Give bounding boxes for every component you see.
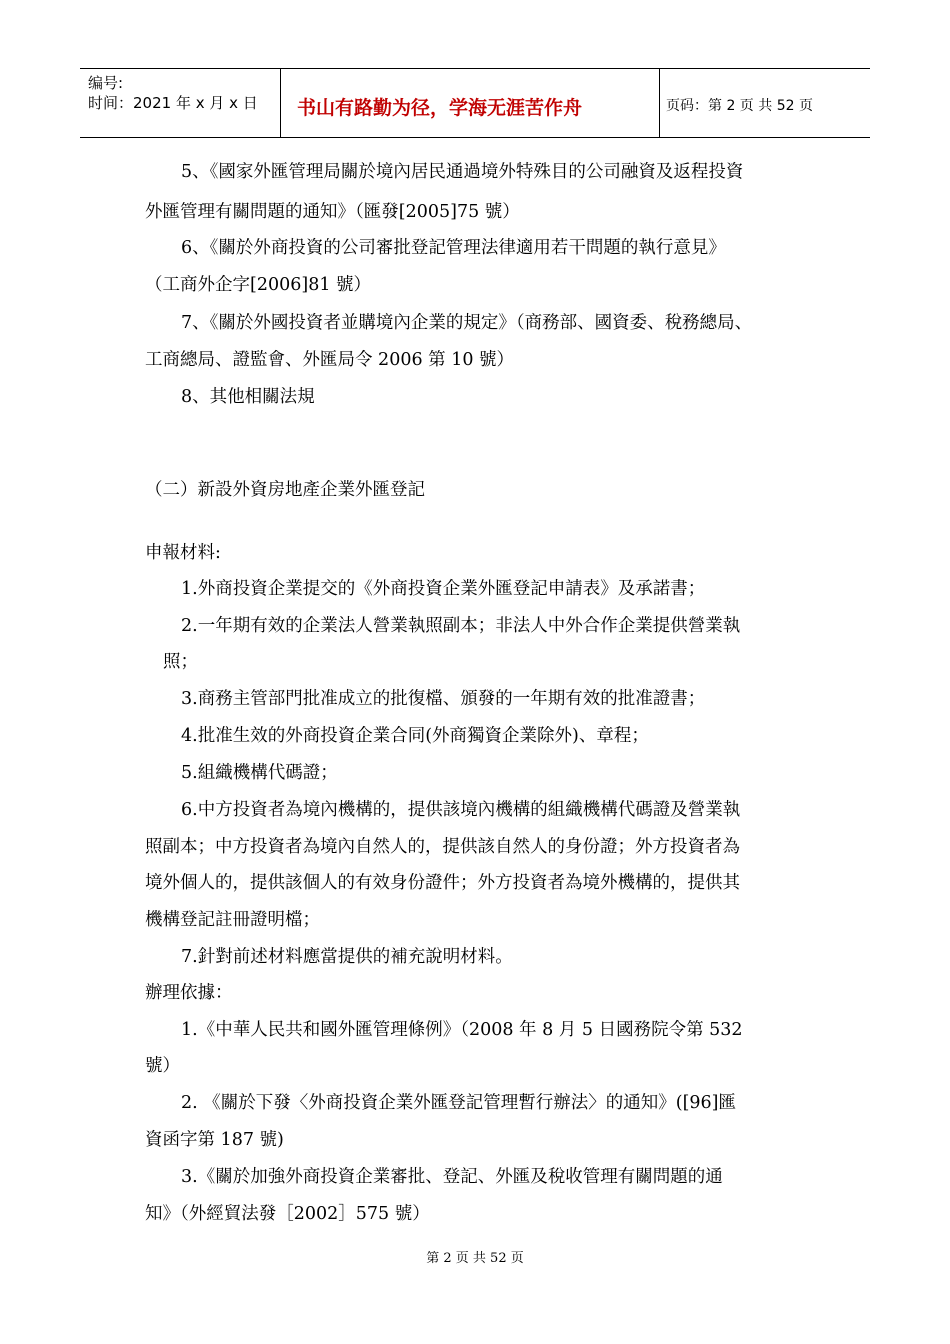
header-table: [80, 68, 870, 138]
material-5: 5.組織機構代碼證；: [181, 763, 338, 783]
section-title: （二）新設外資房地產企業外匯登記: [145, 480, 425, 500]
material-2-line-2: 照；: [163, 652, 198, 672]
basis-3-line-2: 知》（外經貿法發［2002］575 號）: [145, 1204, 430, 1224]
basis-2-line-2: 資函字第 187 號): [145, 1130, 284, 1150]
material-6-line-1: 6.中方投資者為境內機構的，提供該境內機構的組織機構代碼證及營業執: [181, 800, 741, 820]
basis-heading: 辦理依據：: [145, 983, 233, 1003]
basis-3-line-1: 3.《關於加強外商投資企業審批、登記、外匯及稅收管理有關問題的通: [181, 1167, 723, 1187]
basis-1-line-1: 1.《中華人民共和國外匯管理條例》（2008 年 8 月 5 日國務院令第 532: [181, 1020, 743, 1040]
material-2-line-1: 2.一年期有效的企業法人營業執照副本；非法人中外合作企業提供營業執: [181, 616, 741, 636]
material-3: 3.商務主管部門批准成立的批復檔、頒發的一年期有效的批准證書；: [181, 689, 706, 709]
material-6-line-2: 照副本；中方投資者為境內自然人的，提供該自然人的身份證；外方投資者為: [145, 837, 740, 857]
materials-heading: 申報材料:: [145, 543, 221, 563]
item-6-line-1: 6、《關於外商投資的公司審批登記管理法律適用若干問題的執行意見》: [181, 238, 726, 258]
item-6-line-2: （工商外企字[2006]81 號）: [145, 275, 372, 295]
item-7-line-2: 工商總局、證監會、外匯局令 2006 第 10 號）: [145, 350, 515, 370]
material-7: 7.針對前述材料應當提供的補充說明材料。: [181, 947, 513, 967]
page-footer: 第 2 页 共 52 页: [426, 1251, 524, 1266]
item-8: 8、其他相關法規: [181, 387, 315, 407]
item-5-line-2: 外匯管理有關問題的通知》（匯發[2005]75 號）: [145, 202, 520, 222]
item-5-line-1: 5、《國家外匯管理局關於境內居民通過境外特殊目的公司融資及返程投資: [181, 162, 744, 182]
header-meta: [80, 69, 280, 137]
document-time-label: 时间：2021 年 x 月 x 日: [88, 94, 258, 112]
material-6-line-3: 境外個人的，提供該個人的有效身份證件；外方投資者為境外機構的，提供其: [145, 873, 740, 893]
header-page-cell: [660, 69, 870, 137]
header-motto-cell: [280, 69, 660, 137]
material-4: 4.批准生效的外商投資企業合同(外商獨資企業除外)、章程；: [181, 726, 649, 746]
material-6-line-4: 機構登記註冊證明檔；: [145, 910, 320, 930]
material-1: 1.外商投資企業提交的《外商投資企業外匯登記申請表》及承諾書；: [181, 579, 706, 599]
document-number-label: 编号:: [88, 74, 124, 92]
item-7-line-1: 7、《關於外國投資者並購境內企業的規定》（商務部、國資委、稅務總局、: [181, 313, 753, 333]
header-motto: 书山有路勤为径，学海无涯苦作舟: [297, 97, 583, 119]
basis-1-line-2: 號）: [145, 1056, 180, 1076]
header-page-info: 页码：第 2 页 共 52 页: [666, 98, 813, 114]
basis-2-line-1: 2. 《關於下發〈外商投資企業外匯登記管理暫行辦法〉的通知》([96]匯: [181, 1093, 737, 1113]
